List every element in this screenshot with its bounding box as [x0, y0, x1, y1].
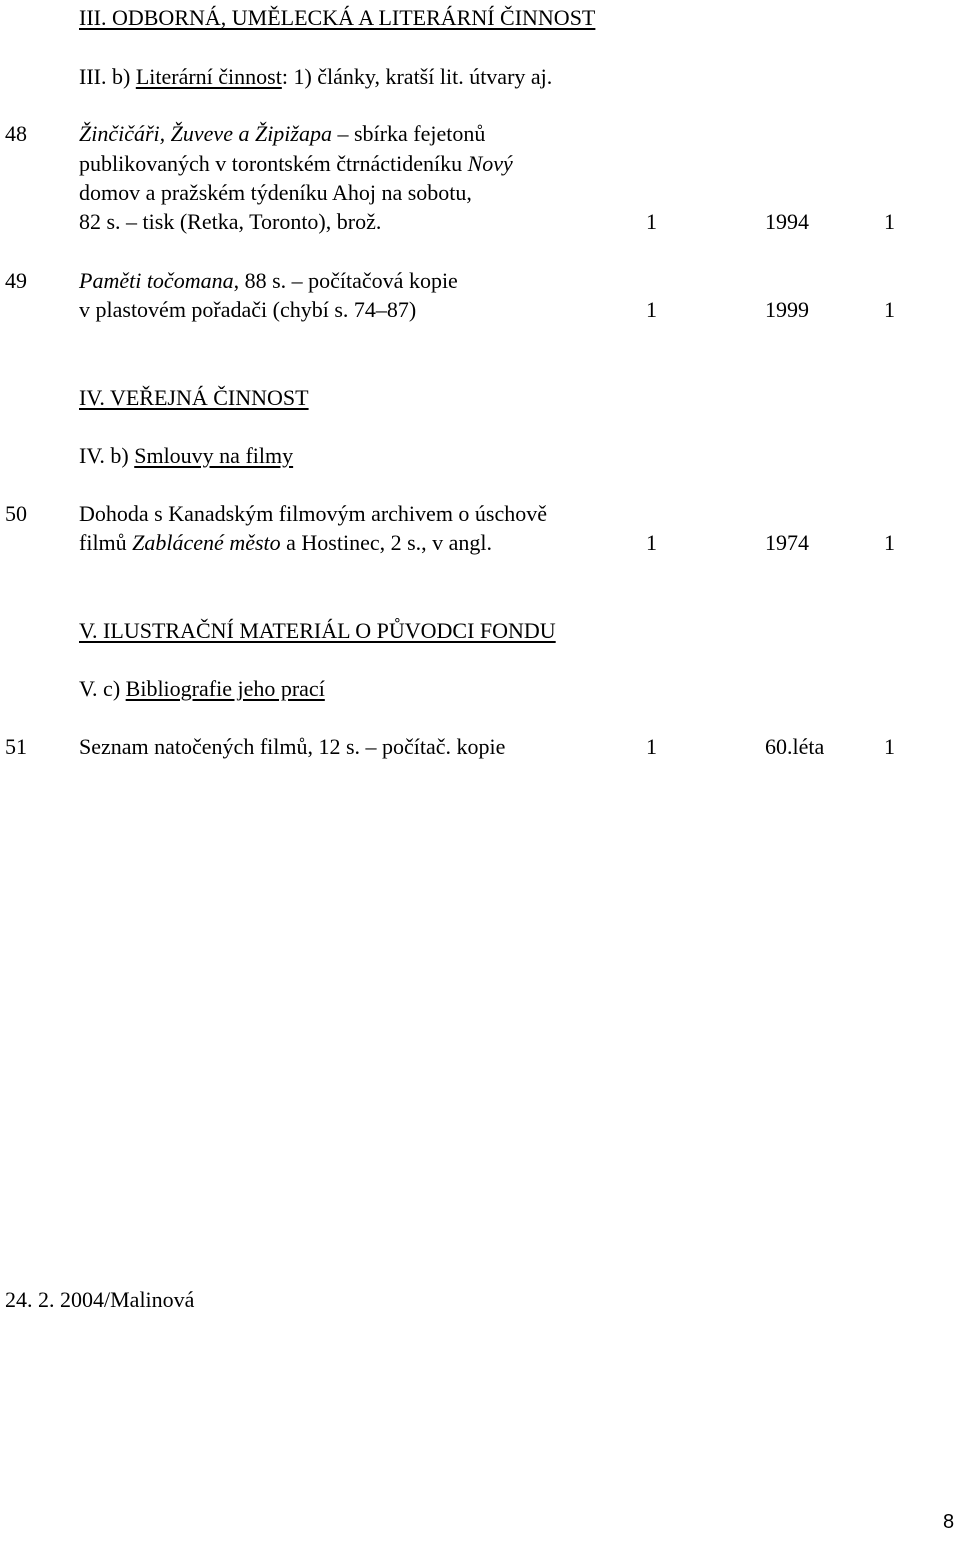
item-48-year: 1994 [765, 209, 809, 234]
item-49-number: 49 [5, 268, 27, 293]
subheading-prefix: V. c) [79, 676, 126, 701]
section-4-subheading [79, 441, 293, 470]
item-50-line-2 [79, 528, 492, 557]
item-49-line-2: v plastovém pořadači (chybí s. 74–87) [79, 297, 417, 322]
item-50-count: 1 [646, 530, 657, 555]
section-5-subheading [79, 674, 325, 703]
item-50-number: 50 [5, 501, 27, 526]
item-49-box: 1 [884, 297, 895, 322]
item-49-line-1 [79, 266, 458, 295]
subheading-underlined: Smlouvy na filmy [134, 443, 294, 468]
item-49-title: Paměti točomana [79, 268, 234, 293]
item-51-count: 1 [646, 734, 657, 759]
item-49-line-1-rest: , 88 s. – počítačová kopie [233, 268, 458, 293]
subheading-underlined: Literární činnost [135, 64, 282, 89]
item-51-text: Seznam natočených filmů, 12 s. – počítač. kopie [79, 734, 506, 759]
item-50-year: 1974 [765, 530, 809, 555]
item-50-line-2-a: filmů [79, 530, 133, 555]
item-48-line-2-text: publikovaných v torontském čtrnáctideníku [79, 151, 468, 176]
item-48-box: 1 [884, 209, 895, 234]
section-4-heading: IV. VEŘEJNÁ ČINNOST [79, 385, 309, 410]
item-48-line-1-rest: – sbírka fejetonů [331, 121, 486, 146]
item-51-box: 1 [884, 734, 895, 759]
item-50-line-2-italic: Zablácené město [132, 530, 281, 555]
item-50-box: 1 [884, 530, 895, 555]
item-48-line-3: domov a pražském týdeníku Ahoj na sobotu, [79, 180, 472, 205]
item-48-line-1 [79, 119, 485, 148]
item-51-year: 60.léta [765, 734, 825, 759]
item-50-line-1: Dohoda s Kanadským filmovým archivem o úschově [79, 501, 548, 526]
subheading-prefix: III. b) [79, 64, 136, 89]
item-48-count: 1 [646, 209, 657, 234]
subheading-rest: : 1) články, kratší lit. útvary aj. [281, 64, 553, 89]
item-48-line-4: 82 s. – tisk (Retka, Toronto), brož. [79, 209, 382, 234]
item-48-line-2 [79, 149, 513, 178]
section-5-heading: V. ILUSTRAČNÍ MATERIÁL O PŮVODCI FONDU [79, 618, 556, 643]
page-number: 8 [943, 1511, 955, 1533]
item-48-line-2-italic: Nový [467, 151, 513, 176]
section-3-subheading [79, 62, 552, 91]
item-49-year: 1999 [765, 297, 809, 322]
item-49-count: 1 [646, 297, 657, 322]
subheading-prefix: IV. b) [79, 443, 135, 468]
item-48-number: 48 [5, 121, 27, 146]
item-50-line-2-b: a Hostinec, 2 s., v angl. [280, 530, 493, 555]
subheading-underlined: Bibliografie jeho prací [125, 676, 325, 701]
footer-date-author: 24. 2. 2004/Malinová [5, 1287, 195, 1312]
section-3-heading: III. ODBORNÁ, UMĚLECKÁ A LITERÁRNÍ ČINNOST [79, 5, 596, 30]
item-51-number: 51 [5, 734, 27, 759]
item-48-title: Žinčičáři, Žuveve a Žipižapa [79, 121, 332, 146]
